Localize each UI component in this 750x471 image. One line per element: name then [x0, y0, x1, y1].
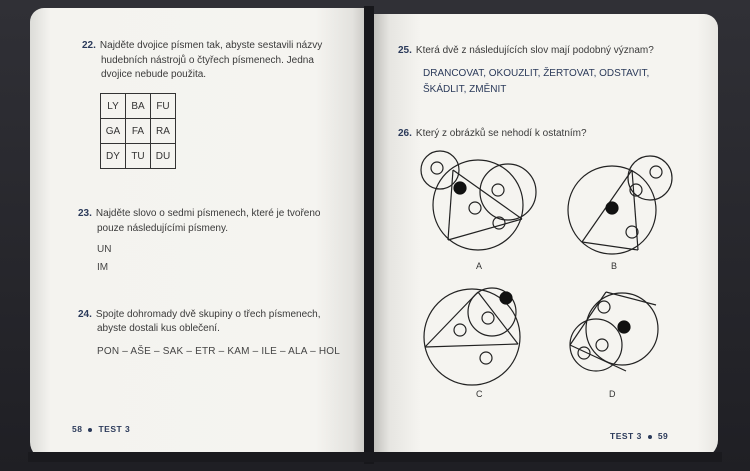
figure-label: A — [476, 261, 483, 271]
word-line: DRANCOVAT, OKOUZLIT, ŽERTOVAT, ODSTAVIT, — [423, 68, 650, 79]
figure-label: B — [611, 261, 618, 271]
grid-cell: RA — [151, 119, 176, 144]
grid-cell: FU — [151, 94, 176, 119]
figure-circle — [469, 202, 481, 214]
grid-cell: LY — [101, 94, 126, 119]
question-26 — [398, 126, 698, 141]
figure-outer-circle — [433, 160, 523, 250]
page-number: 59 — [657, 431, 669, 441]
syllable-chain: PON – AŠE – SAK – ETR – KAM – ILE – ALA – HOL — [97, 346, 341, 357]
question-number: 24. — [78, 309, 92, 320]
grid-cell: DU — [151, 144, 176, 169]
figure-b — [564, 150, 674, 260]
figure-line — [425, 292, 478, 347]
question-22-line-2: hudebních nástrojů o čtyřech písmenech. Jedna — [101, 55, 314, 66]
grid-cell: GA — [101, 119, 126, 144]
figure-filled-dot — [454, 182, 466, 194]
section-label: TEST 3 — [98, 424, 131, 434]
book-bottom-edge — [28, 452, 722, 462]
figure-line — [425, 344, 518, 347]
figure-circle — [650, 166, 662, 178]
question-number: 25. — [398, 45, 412, 56]
question-text-line: Který z obrázků se nehodí k ostatním? — [415, 128, 587, 139]
question-25 — [398, 43, 698, 58]
question-23-line-2: pouze následujícími písmeny. — [97, 223, 228, 234]
figure-circle — [492, 184, 504, 196]
question-number: 26. — [398, 128, 412, 139]
grid-row — [101, 119, 176, 144]
question-text-line: Najděte dvojice písmen tak, abyste sestavili názvy — [99, 40, 323, 51]
letter-grid — [100, 93, 176, 169]
page-footer-right — [610, 431, 668, 441]
figure-line — [570, 292, 606, 345]
question-22 — [82, 38, 352, 53]
page-number: 58 — [72, 424, 83, 434]
figure-line — [448, 219, 522, 240]
bullet-icon — [648, 435, 652, 439]
figure-label: C — [476, 389, 483, 399]
word-list — [423, 66, 649, 98]
letter-group: UN — [97, 244, 112, 255]
figure-circle — [482, 312, 494, 324]
grid-row — [101, 94, 176, 119]
section-label: TEST 3 — [610, 431, 642, 441]
question-22-line-3: dvojice nebude použita. — [101, 69, 207, 80]
figure-label: D — [609, 389, 616, 399]
letter-group: IM — [97, 262, 109, 273]
figure-d — [566, 287, 676, 387]
question-number: 23. — [78, 208, 92, 219]
question-text-line: Která dvě z následujících slov mají podobný význam? — [415, 45, 654, 56]
figure-filled-dot — [606, 202, 618, 214]
word-line: ŠKÁDLIT, ZMĚNIT — [423, 84, 507, 95]
figure-circle — [454, 324, 466, 336]
figure-c — [420, 282, 530, 392]
question-24 — [78, 307, 358, 322]
figure-medium-circle — [480, 164, 536, 220]
grid-cell: BA — [126, 94, 151, 119]
figure-medium-circle — [628, 156, 672, 200]
book-spine — [364, 6, 374, 464]
figure-circle — [596, 339, 608, 351]
question-text-line: Najděte slovo o sedmi písmenech, které je tvořeno — [95, 208, 321, 219]
figure-circle — [431, 162, 443, 174]
grid-row — [101, 144, 176, 169]
figure-circle — [480, 352, 492, 364]
letter-list — [97, 241, 111, 277]
page-footer-left — [72, 424, 130, 434]
figure-a — [420, 150, 540, 260]
question-text-line: Spojte dohromady dvě skupiny o třech písmenech, — [95, 309, 321, 320]
question-24-line-2: abyste dostali kus oblečení. — [97, 323, 220, 334]
grid-cell: DY — [101, 144, 126, 169]
figure-line — [448, 170, 453, 240]
grid-cell: FA — [126, 119, 151, 144]
question-number: 22. — [82, 40, 96, 51]
grid-cell: TU — [126, 144, 151, 169]
figure-circle — [598, 301, 610, 313]
question-23 — [78, 206, 358, 221]
figure-filled-dot — [500, 292, 512, 304]
bullet-icon — [88, 428, 92, 432]
figure-filled-dot — [618, 321, 630, 333]
